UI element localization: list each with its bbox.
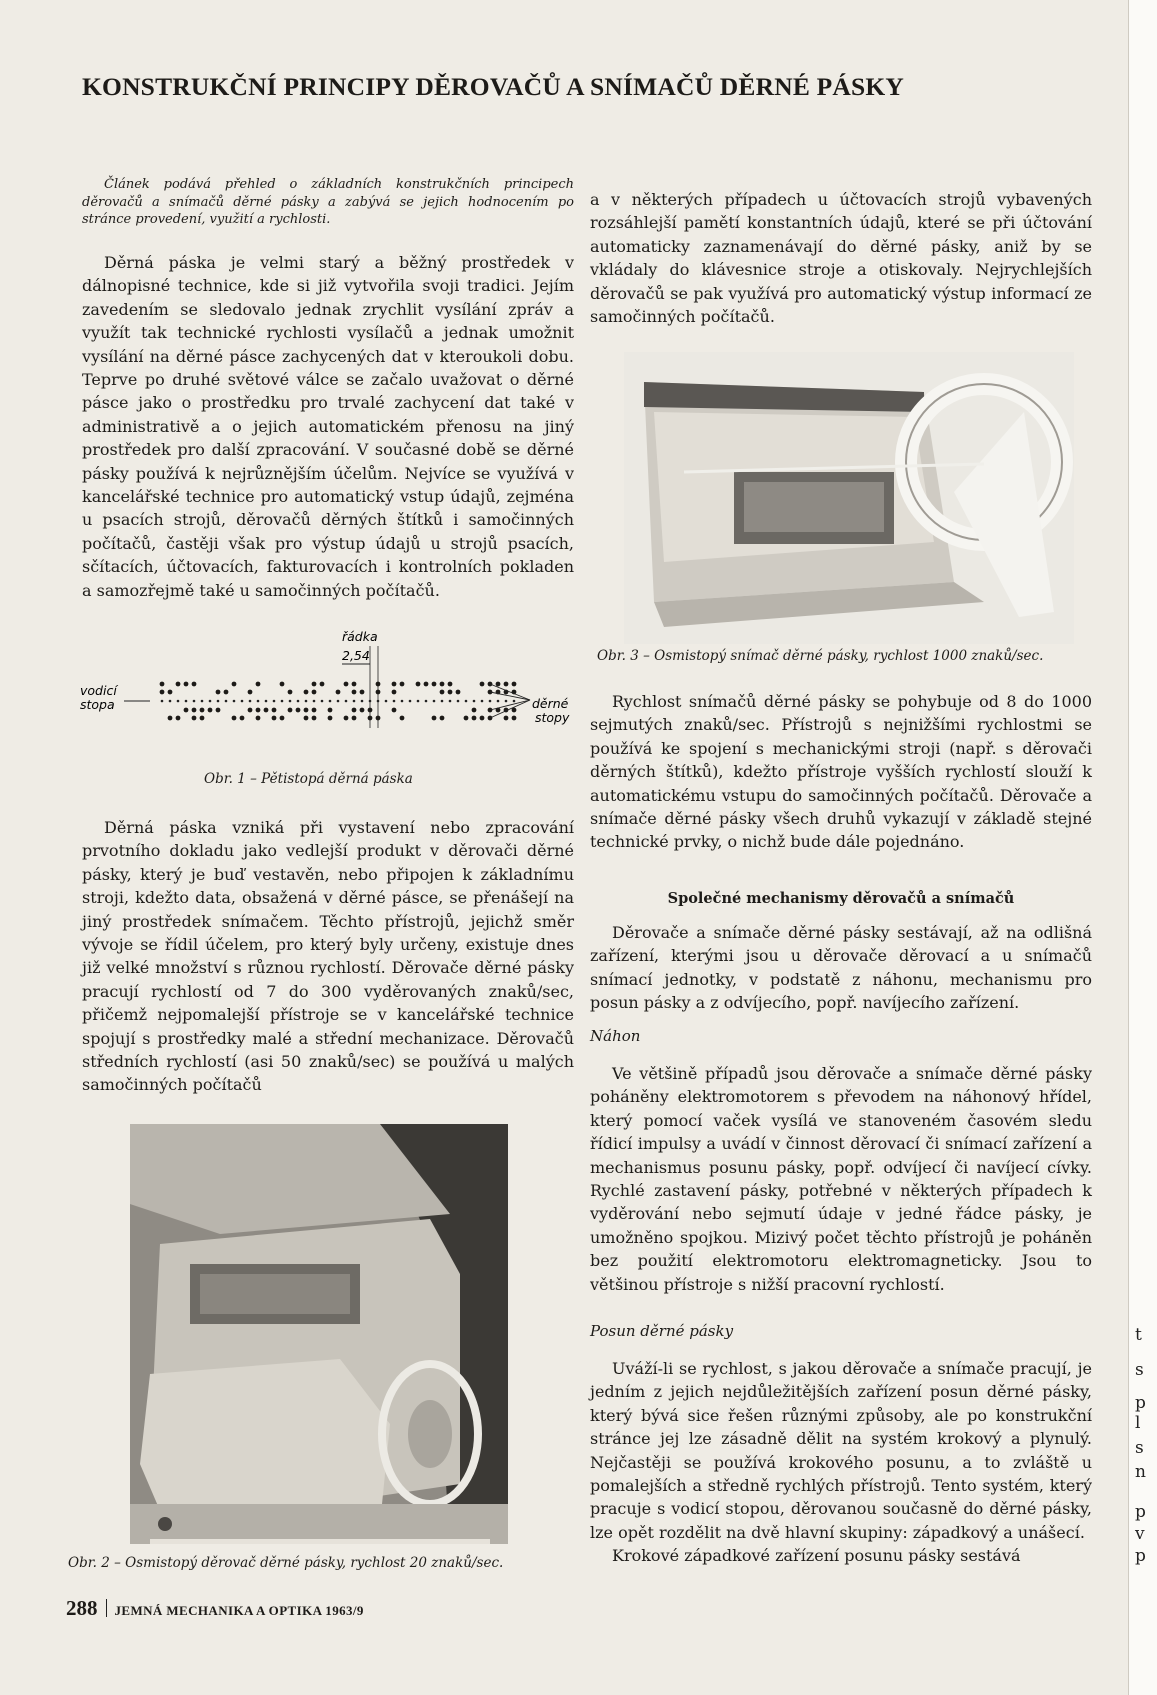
guide-hole (369, 700, 372, 703)
data-hole (504, 682, 509, 687)
edge-letter: n (1135, 1462, 1146, 1482)
data-hole (256, 716, 261, 721)
data-hole (392, 682, 397, 687)
guide-hole (441, 700, 444, 703)
guide-hole (265, 700, 268, 703)
footer-separator (106, 1599, 107, 1617)
edge-letter: s (1135, 1438, 1144, 1458)
guide-hole (505, 700, 508, 703)
data-hole (448, 682, 453, 687)
data-hole (200, 716, 205, 721)
section-1-title-block (590, 890, 1092, 907)
right-paragraph-1: a v některých případech u účtovacích strojů vybavených rozsáhlejší pamětí konstantních údajů, které se při účtování automaticky zaznamenávají do děrné pásky, aniž by se vkládaly do klávesnice stroje a otiskovaly. Nejrychlejších děrovačů se pak využívá pro automatický výstup informací ze samočinných počítačů. (590, 190, 1092, 327)
guide-hole (361, 700, 364, 703)
data-hole (192, 716, 197, 721)
data-hole (232, 716, 237, 721)
right-paragraph-2: Rychlost snímačů děrné pásky se pohybuje od 8 do 1000 sejmutých znaků/sec. Přístrojů s nejnižšími rychlostmi se používá ke spojení s mechanickými stroji (např. s děrovači děrných štítků), kdežto přístroje vyšších rychlostí slouží k automatickému vstupu do samočinných počítačů. Děrovače a snímače děrné pásky všech druhů vykazují v základě stejné technické prvky, o nichž bude dále pojednáno. (590, 692, 1092, 852)
subhead-posun: Posun děrné pásky (590, 1322, 734, 1340)
data-hole (440, 682, 445, 687)
guide-hole (185, 700, 188, 703)
section-1-paragraph-block (590, 921, 1092, 1015)
journal-name: JEMNÁ MECHANIKA A OPTIKA 1963/9 (114, 1603, 364, 1618)
guide-hole (401, 700, 404, 703)
data-hole (360, 690, 365, 695)
guide-hole (217, 700, 220, 703)
data-hole (312, 690, 317, 695)
guide-hole (465, 700, 468, 703)
guide-hole (161, 700, 164, 703)
data-hole (272, 716, 277, 721)
data-hole (304, 690, 309, 695)
guide-hole (321, 700, 324, 703)
guide-hole (353, 700, 356, 703)
guide-hole (449, 700, 452, 703)
guide-hole (297, 700, 300, 703)
data-hole (472, 716, 477, 721)
data-hole (312, 708, 317, 713)
edge-letter: t (1135, 1325, 1142, 1345)
right-paragraph-2-block (590, 690, 1092, 854)
data-hole (424, 682, 429, 687)
guide-hole (497, 700, 500, 703)
guide-hole (385, 700, 388, 703)
subhead-nahon-block (590, 1027, 1092, 1045)
data-hole (440, 716, 445, 721)
guide-hole (481, 700, 484, 703)
data-hole (192, 708, 197, 713)
pitch-label: 2,54 (342, 648, 370, 663)
data-hole (432, 716, 437, 721)
data-hole (184, 708, 189, 713)
left-paragraph-2-block (82, 816, 574, 1097)
data-hole (512, 716, 517, 721)
guide-hole (409, 700, 412, 703)
guide-hole (273, 700, 276, 703)
guide-hole (489, 700, 492, 703)
data-hole (352, 716, 357, 721)
data-hole (160, 682, 165, 687)
data-hole (288, 708, 293, 713)
data-hole (368, 716, 373, 721)
figure-3-photo (624, 352, 1074, 644)
guide-hole (345, 700, 348, 703)
data-hole (256, 682, 261, 687)
posun-paragraph-block (590, 1357, 1092, 1568)
guide-hole (313, 700, 316, 703)
guide-track-label-1: vodicí (80, 683, 117, 698)
guide-hole (329, 700, 332, 703)
data-hole (456, 690, 461, 695)
row-label: řádka (342, 629, 378, 644)
page-footer (66, 1596, 364, 1621)
guide-hole (417, 700, 420, 703)
posun-paragraph-2: Krokové západkové zařízení posunu pásky sestává (612, 1546, 1021, 1566)
left-paragraph-1-block (82, 251, 574, 602)
edge-letter: p (1135, 1502, 1146, 1522)
data-hole (232, 682, 237, 687)
five-track-tape-diagram (80, 628, 580, 753)
figure-2-photo (130, 1124, 508, 1544)
data-hole (312, 682, 317, 687)
section-1-paragraph: Děrovače a snímače děrné pásky sestávají, až na odlišná zařízení, kterými jsou u děrovače děrovací a u snímačů snímací jednotky, v podstatě z náhonu, mechanismu pro posun pásky a z odvíjecího, popř. navíjecího zařízení. (590, 923, 1092, 1013)
data-hole (352, 690, 357, 695)
guide-hole (289, 700, 292, 703)
data-hole (376, 690, 381, 695)
data-hole (176, 682, 181, 687)
abstract-block (82, 176, 574, 229)
data-hole (304, 708, 309, 713)
data-hole (160, 690, 165, 695)
data-hole (168, 716, 173, 721)
abstract: Článek podává přehled o základních konstrukčních principech děrovačů a snímačů děrné pásky a zabývá se jejich hodnocením po stránce provedení, využití a rychlosti. (82, 177, 574, 227)
data-hole (320, 682, 325, 687)
data-hole (440, 690, 445, 695)
section-1-title: Společné mechanismy děrovačů a snímačů (667, 890, 1015, 907)
data-hole (296, 708, 301, 713)
data-hole (400, 682, 405, 687)
data-hole (240, 716, 245, 721)
guide-hole (433, 700, 436, 703)
edge-letter: l (1135, 1413, 1141, 1433)
guide-hole (281, 700, 284, 703)
guide-hole (257, 700, 260, 703)
data-hole (208, 708, 213, 713)
data-hole (256, 708, 261, 713)
guide-hole (209, 700, 212, 703)
data-hole (376, 682, 381, 687)
guide-hole (233, 700, 236, 703)
data-hole (280, 682, 285, 687)
data-hole (432, 682, 437, 687)
guide-hole (305, 700, 308, 703)
nahon-paragraph-block (590, 1062, 1092, 1296)
subhead-nahon: Náhon (590, 1027, 641, 1045)
edge-letter: p (1135, 1546, 1146, 1566)
data-hole (344, 716, 349, 721)
data-hole (224, 690, 229, 695)
tracks-label-2: stopy (535, 710, 570, 725)
figure-2-caption: Obr. 2 – Osmistopý děrovač děrné pásky, rychlost 20 znaků/sec. (68, 1555, 504, 1571)
data-hole (184, 682, 189, 687)
guide-hole (225, 700, 228, 703)
data-hole (328, 708, 333, 713)
data-hole (448, 690, 453, 695)
data-hole (176, 716, 181, 721)
figure-1-caption: Obr. 1 – Pětistopá děrná páska (204, 771, 413, 787)
left-paragraph-1: Děrná páska je velmi starý a běžný prostředek v dálnopisné technice, kde si již vytvořila svoji tradici. Jejím zavedením se sledovalo jednak zrychlit vysílání zpráv a využít tak technické rychlosti vysílačů a jednak umožnit vysílání na děrné pásce zachycených dat v kteroukoli dobu. Teprve po druhé světové válce se začalo uvažovat o děrné pásce jako o prostředku pro trvalé zachycení dat také v administrativě a o jejich automatickém přenosu na jiný prostředek pro další zpracování. V současné době se děrné pásky používá k nejrůznějším účelům. Nejvíce se využívá v kancelářské technice pro automatický vstup údajů, zejména u psacích strojů, děrovačů děrných štítků i samočinných počítačů, častěji však pro výstup údajů u strojů psacích, sčítacích, účtovacích, fakturovacích i kontrolních pokladen a samozřejmě také u samočinných počítačů. (82, 253, 574, 600)
data-hole (328, 716, 333, 721)
guide-hole (249, 700, 252, 703)
guide-hole (457, 700, 460, 703)
data-hole (288, 690, 293, 695)
data-hole (192, 682, 197, 687)
page-number: 288 (66, 1596, 98, 1620)
right-paragraph-1-block (590, 188, 1092, 328)
data-hole (344, 682, 349, 687)
adjacent-page-edge (1128, 0, 1157, 1695)
data-hole (392, 708, 397, 713)
tape-holes (160, 682, 517, 721)
article-title: KONSTRUKČNÍ PRINCIPY DĚROVAČŮ A SNÍMAČŮ DĚRNÉ PÁSKY (82, 72, 905, 101)
posun-paragraph-1: Uváží-li se rychlost, s jakou děrovače a snímače pracují, je jedním z jejich nejdůležitějších zařízení posun děrné pásky, který bývá sice řešen různými způsoby, ale po konstrukční stránce jej lze zásadně dělit na systém krokový a plynulý. Nejčastěji se používá krokového posunu, a to zvláště u pomalejších a středně rychlých přístrojů. Tento systém, který pracuje s vodicí stopou, děrovanou současně do děrné pásky, lze opět rozdělit na dvě hlavní skupiny: západkový a unášecí. (590, 1359, 1092, 1542)
data-hole (352, 682, 357, 687)
data-hole (504, 716, 509, 721)
data-hole (464, 716, 469, 721)
guide-hole (177, 700, 180, 703)
guide-hole (337, 700, 340, 703)
guide-track-label-2: stopa (80, 697, 115, 712)
track-pointer-line (490, 692, 530, 700)
tape-punch-image (130, 1124, 508, 1544)
data-hole (216, 708, 221, 713)
data-hole (216, 690, 221, 695)
data-hole (368, 708, 373, 713)
data-hole (512, 682, 517, 687)
data-hole (376, 716, 381, 721)
edge-letter: v (1135, 1524, 1145, 1544)
data-hole (480, 682, 485, 687)
edge-letter: s (1135, 1360, 1144, 1380)
data-hole (400, 716, 405, 721)
data-hole (480, 716, 485, 721)
guide-hole (201, 700, 204, 703)
data-hole (360, 708, 365, 713)
subhead-posun-block (590, 1322, 1092, 1340)
guide-hole (241, 700, 244, 703)
track-pointer-line (490, 700, 530, 710)
guide-hole (513, 700, 516, 703)
left-paragraph-2: Děrná páska vzniká při vystavení nebo zpracování prvotního dokladu jako vedlejší produkt v děrovači děrné pásky, který je buď vestavěn, nebo připojen k základnímu stroji, kdežto data, obsažená v děrné pásce, se přenášejí na jiný prostředek snímačem. Těchto přístrojů, jejichž směr vývoje se řídil účelem, pro který byly určeny, existuje dnes již velké množství s různou rychlostí. Děrovače děrné pásky pracují rychlostí od 7 do 300 vyděrovaných znaků/sec, přičemž nejpomalejší přístroje se v kancelářské technice spojují s prostředky malé a střední mechanizace. Děrovačů středních rychlostí (asi 50 znaků/sec) se používá u malých samočinných počítačů (82, 818, 574, 1095)
tape-reader-image (624, 352, 1074, 644)
tracks-label-1: děrné (532, 696, 569, 711)
guide-hole (393, 700, 396, 703)
data-hole (312, 716, 317, 721)
tracks-arrows (490, 684, 530, 718)
guide-hole (193, 700, 196, 703)
guide-hole (473, 700, 476, 703)
data-hole (264, 708, 269, 713)
data-hole (200, 708, 205, 713)
data-hole (168, 690, 173, 695)
data-hole (416, 682, 421, 687)
data-hole (304, 716, 309, 721)
edge-letter: p (1135, 1393, 1146, 1413)
data-hole (472, 708, 477, 713)
data-hole (248, 690, 253, 695)
data-hole (272, 708, 277, 713)
nahon-paragraph: Ve většině případů jsou děrovače a snímače děrné pásky poháněny elektromotorem s převodem na náhonový hřídel, který pomocí vaček vysílá ve stanoveném časovém sledu řídicí impulsy a uvádí v činnost děrovací či snímací zařízení a mechanismus posunu pásky, popř. odvíjecí či navíjecí cívky. Rychlé zastavení pásky, potřebné v některých případech k vyděrování nebo sejmutí údaje v jedné řádce pásky, je umožněno spojkou. Mizivý počet těchto přístrojů je poháněn bez použití elektromotoru elektromagneticky. Jsou to většinou přístroje s nižší pracovní rychlostí. (590, 1064, 1092, 1294)
data-hole (352, 708, 357, 713)
data-hole (336, 690, 341, 695)
data-hole (392, 690, 397, 695)
guide-hole (169, 700, 172, 703)
data-hole (280, 716, 285, 721)
figure-3-caption: Obr. 3 – Osmistopý snímač děrné pásky, rychlost 1000 znaků/sec. (597, 648, 1044, 664)
data-hole (496, 682, 501, 687)
data-hole (248, 708, 253, 713)
guide-hole (425, 700, 428, 703)
guide-hole (377, 700, 380, 703)
